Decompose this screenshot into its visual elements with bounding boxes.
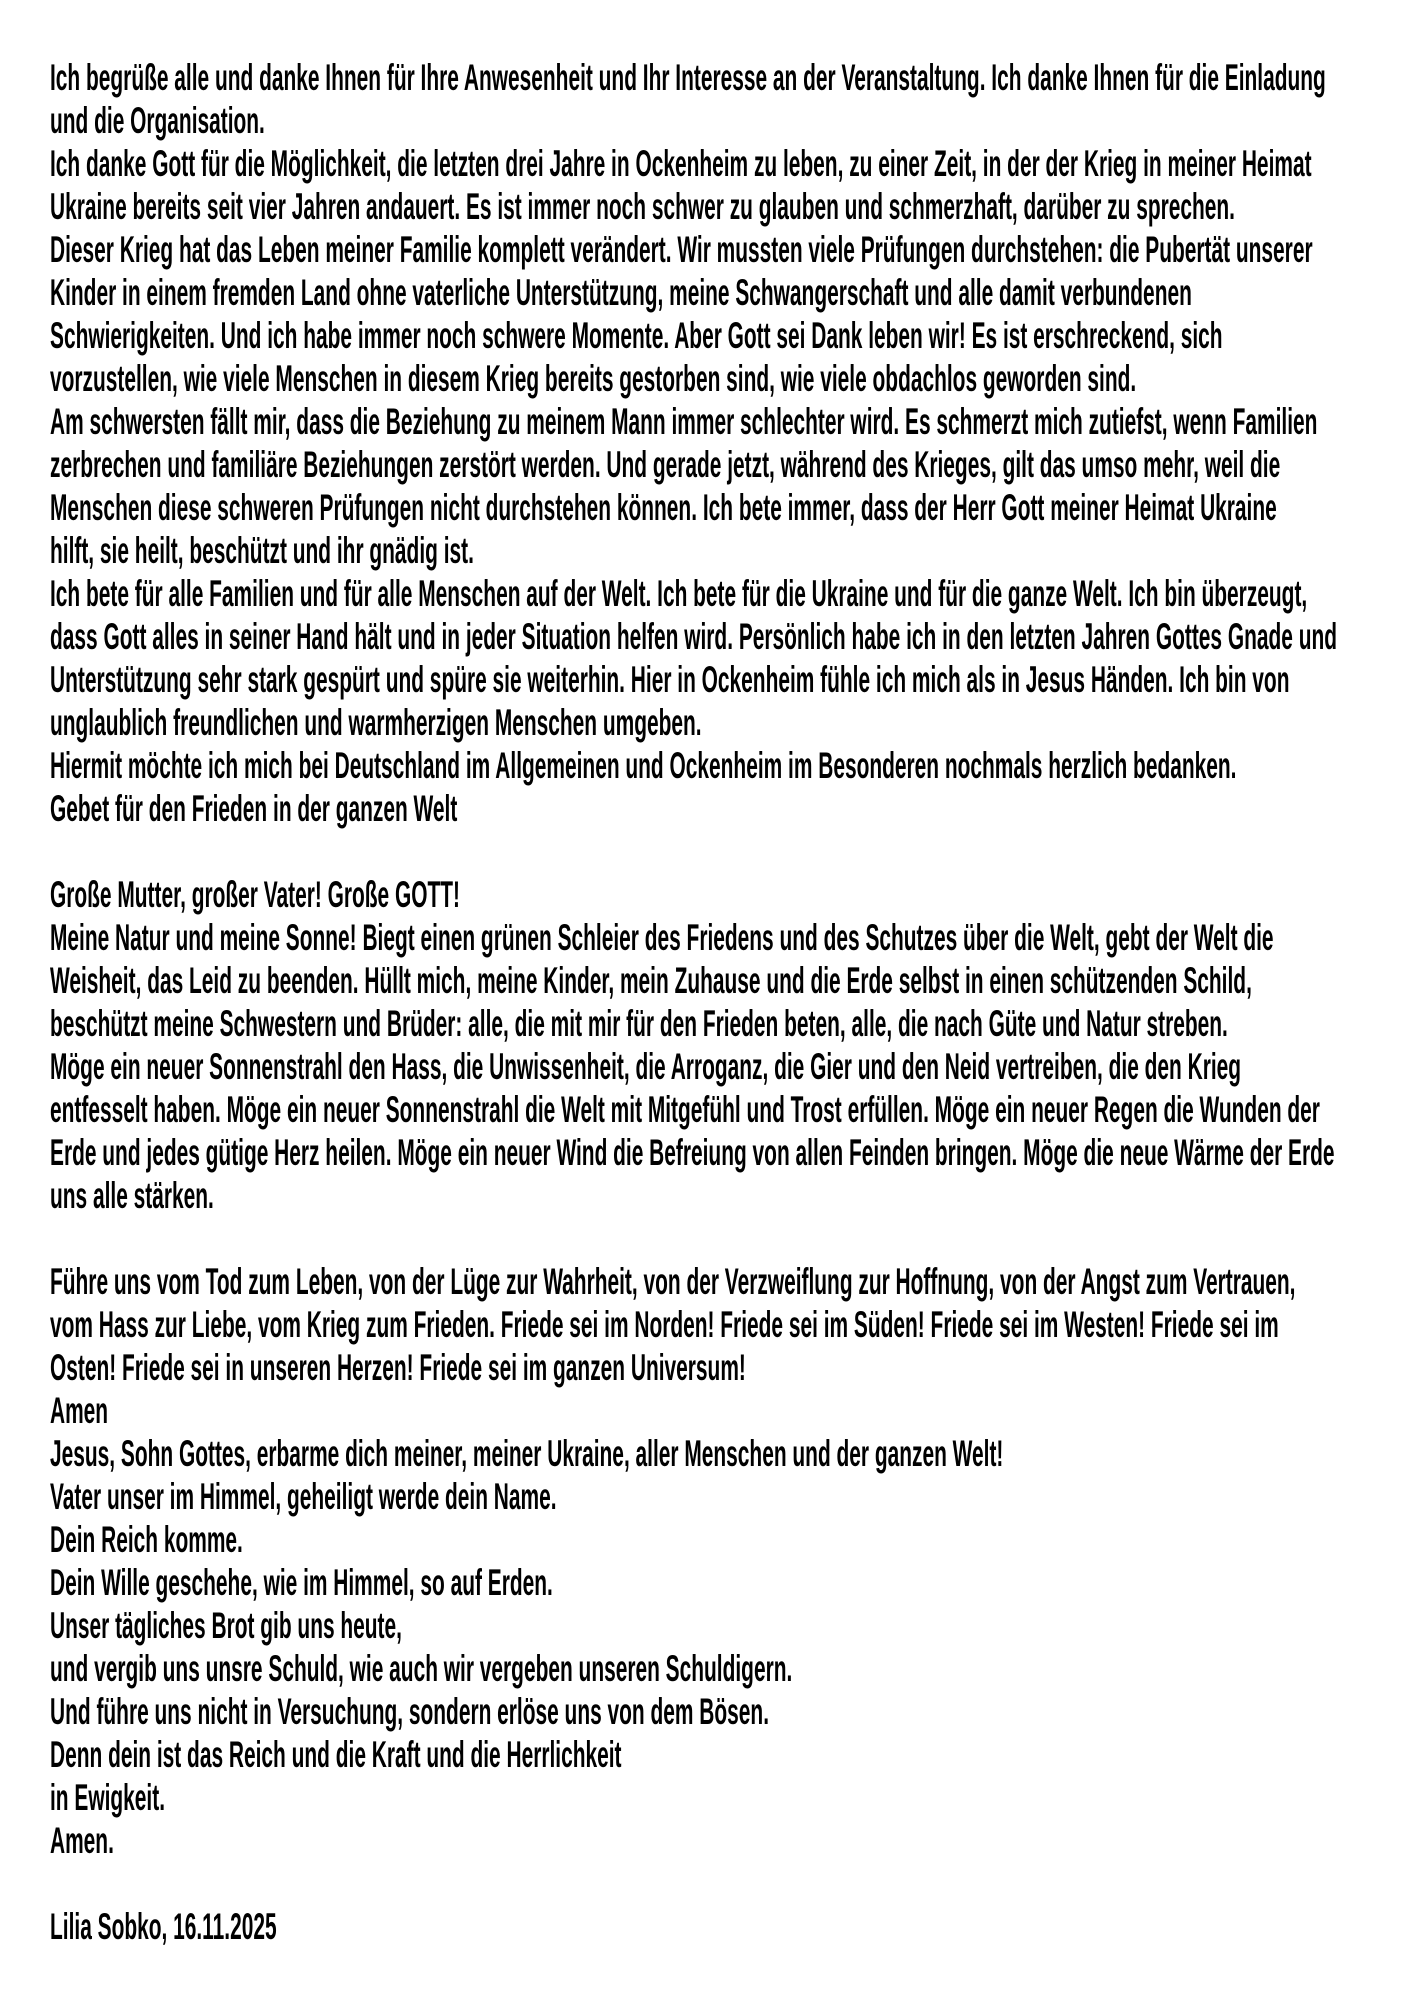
- text-line-text: Ich begrüße alle und danke Ihnen für Ihre Anwesenheit und Ihr Interesse an der Veranstaltung. Ich danke Ihnen für die Einladung: [50, 57, 1326, 98]
- text-line-text: Ukraine bereits seit vier Jahren andauert. Es ist immer noch schwer zu glauben und schmerzhaft, darüber zu sprechen.: [50, 186, 1235, 227]
- text-line: [50, 529, 1414, 572]
- text-line-text: beschützt meine Schwestern und Brüder: alle, die mit mir für den Frieden beten, alle, die nach Güte und Natur streben.: [50, 1003, 1228, 1044]
- text-line: [50, 873, 1414, 916]
- text-line: [50, 787, 1414, 830]
- text-line-text: Amen: [50, 1390, 109, 1431]
- text-line: [50, 701, 1414, 744]
- text-line-text: Weisheit, das Leid zu beenden. Hüllt mich, meine Kinder, mein Zuhause und die Erde selbst in einen schützenden Schild,: [50, 960, 1252, 1001]
- text-line: [50, 1002, 1414, 1045]
- text-line: [50, 56, 1414, 99]
- text-line: [50, 916, 1414, 959]
- text-line-text: Hiermit möchte ich mich bei Deutschland im Allgemeinen und Ockenheim im Besonderen nochmals herzlich bedanken.: [50, 745, 1237, 786]
- text-line: [50, 1432, 1414, 1475]
- text-line-text: hilft, sie heilt, beschützt und ihr gnädig ist.: [50, 530, 474, 571]
- blank-line: [50, 1217, 1414, 1260]
- text-line: [50, 99, 1414, 142]
- text-line-text: zerbrechen und familiäre Beziehungen zerstört werden. Und gerade jetzt, während des Krieges, gilt das umso mehr, weil die: [50, 444, 1281, 485]
- text-line: [50, 1131, 1414, 1174]
- text-line-text: und die Organisation.: [50, 100, 265, 141]
- text-line-text: dass Gott alles in seiner Hand hält und in jeder Situation helfen wird. Persönlich habe ich in den letzten Jahren Gottes Gnade und: [50, 616, 1338, 657]
- text-line: [50, 615, 1414, 658]
- text-line-text: Menschen diese schweren Prüfungen nicht durchstehen können. Ich bete immer, dass der Herr Gott meiner Heimat Ukraine: [50, 487, 1277, 528]
- text-line: [50, 744, 1414, 787]
- text-line-text: Kinder in einem fremden Land ohne vaterliche Unterstützung, meine Schwangerschaft und alle damit verbundenen: [50, 272, 1192, 313]
- text-line-text: vom Hass zur Liebe, vom Krieg zum Frieden. Friede sei im Norden! Friede sei im Süden! Friede sei im Westen! Friede sei im: [50, 1304, 1279, 1345]
- text-line-text: Osten! Friede sei in unseren Herzen! Friede sei im ganzen Universum!: [50, 1347, 746, 1388]
- text-line: [50, 400, 1414, 443]
- text-line-text: in Ewigkeit.: [50, 1777, 166, 1818]
- text-line: [50, 1647, 1414, 1690]
- text-line: [50, 1518, 1414, 1561]
- text-line: [50, 1260, 1414, 1303]
- text-line: [50, 314, 1414, 357]
- text-line: [50, 1346, 1414, 1389]
- text-line-text: Vater unser im Himmel, geheiligt werde dein Name.: [50, 1476, 557, 1517]
- text-line-text: Gebet für den Frieden in der ganzen Welt: [50, 788, 458, 829]
- text-line: [50, 1088, 1414, 1131]
- blank-line: [50, 830, 1414, 873]
- text-line: [50, 1604, 1414, 1647]
- text-line-text: Unser tägliches Brot gib uns heute,: [50, 1605, 402, 1646]
- text-line-text: Ich danke Gott für die Möglichkeit, die letzten drei Jahre in Ockenheim zu leben, zu einer Zeit, in der der Krieg in meiner Heimat: [50, 143, 1312, 184]
- text-line: [50, 486, 1414, 529]
- text-line: [50, 1389, 1414, 1432]
- text-line-text: unglaublich freundlichen und warmherzigen Menschen umgeben.: [50, 702, 702, 743]
- text-line: [50, 959, 1414, 1002]
- text-line-text: Und führe uns nicht in Versuchung, sondern erlöse uns von dem Bösen.: [50, 1691, 769, 1732]
- text-line-text: Große Mutter, großer Vater! Große GOTT!: [50, 874, 461, 915]
- text-line-text: Erde und jedes gütige Herz heilen. Möge ein neuer Wind die Befreiung von allen Feinden bringen. Möge die neue Wärme der Erde: [50, 1132, 1335, 1173]
- text-line: [50, 1045, 1414, 1088]
- text-line: [50, 1303, 1414, 1346]
- text-line: [50, 658, 1414, 701]
- text-line-text: Dieser Krieg hat das Leben meiner Familie komplett verändert. Wir mussten viele Prüfungen durchstehen: die Pubertät unserer: [50, 229, 1313, 270]
- text-line: [50, 185, 1414, 228]
- text-line: [50, 228, 1414, 271]
- text-line-text: Ich bete für alle Familien und für alle Menschen auf der Welt. Ich bete für die Ukraine und für die ganze Welt. Ich bin überzeugt,: [50, 573, 1308, 614]
- text-line: [50, 1561, 1414, 1604]
- text-line: [50, 1819, 1414, 1862]
- blank-line: [50, 1862, 1414, 1905]
- text-line-text: und vergib uns unsre Schuld, wie auch wir vergeben unseren Schuldigern.: [50, 1648, 793, 1689]
- text-line-text: Dein Wille geschehe, wie im Himmel, so auf Erden.: [50, 1562, 553, 1603]
- text-line: [50, 1733, 1414, 1776]
- text-line-text: vorzustellen, wie viele Menschen in diesem Krieg bereits gestorben sind, wie viele obdachlos geworden sind.: [50, 358, 1137, 399]
- text-line: [50, 1776, 1414, 1819]
- text-line: [50, 271, 1414, 314]
- text-line: [50, 1475, 1414, 1518]
- text-line: [50, 572, 1414, 615]
- text-line-text: Möge ein neuer Sonnenstrahl den Hass, die Unwissenheit, die Arroganz, die Gier und den Neid vertreiben, die den Krieg: [50, 1046, 1242, 1087]
- text-line: [50, 443, 1414, 486]
- text-line-text: Meine Natur und meine Sonne! Biegt einen grünen Schleier des Friedens und des Schutzes über die Welt, gebt der Welt die: [50, 917, 1274, 958]
- text-line: [50, 1174, 1414, 1217]
- text-line-text: Dein Reich komme.: [50, 1519, 243, 1560]
- text-line-text: Jesus, Sohn Gottes, erbarme dich meiner, meiner Ukraine, aller Menschen und der ganzen Welt!: [50, 1433, 1004, 1474]
- text-line-text: Schwierigkeiten. Und ich habe immer noch schwere Momente. Aber Gott sei Dank leben wir! Es ist erschreckend, sich: [50, 315, 1223, 356]
- text-line-text: Denn dein ist das Reich und die Kraft und die Herrlichkeit: [50, 1734, 622, 1775]
- text-line-text: Unterstützung sehr stark gespürt und spüre sie weiterhin. Hier in Ockenheim fühle ich mich als in Jesus Händen. Ich bin von: [50, 659, 1290, 700]
- text-line-text: Amen.: [50, 1820, 114, 1861]
- text-line: [50, 1690, 1414, 1733]
- text-line-text: uns alle stärken.: [50, 1175, 214, 1216]
- signature-text: Lilia Sobko, 16.11.2025: [50, 1906, 277, 1947]
- text-line: [50, 357, 1414, 400]
- text-line: [50, 142, 1414, 185]
- signature-line: [50, 1905, 1414, 1948]
- text-line-text: Am schwersten fällt mir, dass die Beziehung zu meinem Mann immer schlechter wird. Es schmerzt mich zutiefst, wenn Familien: [50, 401, 1318, 442]
- text-line-text: Führe uns vom Tod zum Leben, von der Lüge zur Wahrheit, von der Verzweiflung zur Hoffnung, von der Angst zum Vertrauen,: [50, 1261, 1296, 1302]
- text-line-text: entfesselt haben. Möge ein neuer Sonnenstrahl die Welt mit Mitgefühl und Trost erfüllen. Möge ein neuer Regen die Wunden der: [50, 1089, 1320, 1130]
